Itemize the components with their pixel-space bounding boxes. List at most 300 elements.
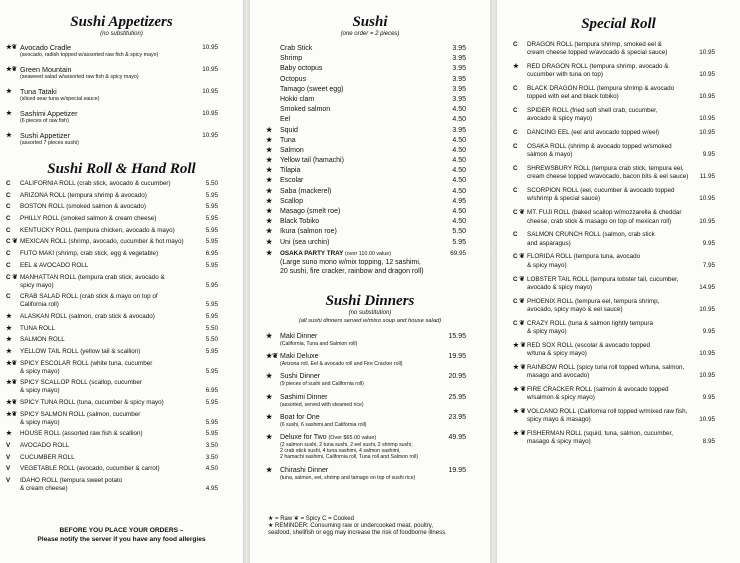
sushi-price: 4.50 [452, 136, 466, 144]
appetizer-price: 10.95 [202, 132, 218, 139]
special-item [513, 298, 715, 314]
dinner-item [266, 433, 466, 461]
dinner-name [280, 433, 376, 443]
special-item [513, 107, 715, 123]
special-row [513, 209, 715, 217]
roll-item [6, 442, 218, 450]
dinner-price: 25.95 [448, 393, 466, 401]
dinner-price: 19.95 [448, 353, 466, 361]
item-marker-icon: C [6, 180, 11, 187]
roll-item [6, 454, 218, 462]
roll-item [6, 465, 218, 473]
item-marker-icon: ★ [6, 430, 12, 438]
allergy-notice [0, 527, 243, 544]
roll-row [6, 180, 218, 188]
special-row [513, 284, 715, 292]
roll-row [6, 313, 218, 321]
roll-item [6, 274, 218, 290]
roll-item [6, 379, 218, 395]
item-marker-icon: ★ [266, 157, 273, 165]
appetizer-row [6, 44, 218, 52]
appetizer-row [6, 66, 218, 74]
sushi-name: Eel [280, 116, 291, 124]
special-text: MT. FUJI ROLL (baked scallop w/mozzarella & cheddar [527, 209, 682, 217]
roll-name: MANHATTAN ROLL (tempura crab stick, avocado & [20, 273, 165, 281]
roll-price: 5.95 [205, 281, 218, 289]
special-price: 11.95 [699, 173, 715, 181]
special-price: 7.95 [702, 261, 715, 269]
dinners-title: Sushi Dinners [325, 293, 415, 309]
special-item [513, 408, 715, 424]
appetizer-desc: (seaweed salad w/assorted raw fish & spicy mayo) [20, 74, 139, 80]
appetizer-price: 10.95 [202, 66, 218, 73]
dinner-item [266, 372, 466, 387]
special-item [513, 253, 715, 269]
roll-row [6, 215, 218, 223]
roll-item [6, 250, 218, 258]
sushi-name: Ikura (salmon roe) [280, 228, 337, 236]
legend: ★ = Raw ❦ = Spicy C = Cooked [268, 516, 354, 522]
sushi-price: 5.50 [452, 228, 466, 236]
special-price: 14.95 [699, 283, 715, 291]
sushi-item [266, 95, 466, 105]
party-tray-desc-2: 20 sushi, fire cracker, rainbow and dragon roll) [280, 268, 424, 275]
sushi-name: Smoked salmon [280, 106, 331, 114]
roll-name: PHILLY ROLL (smoked salmon & cream cheese) [20, 215, 157, 223]
sushi-item [266, 146, 466, 156]
special-item [513, 320, 715, 336]
special-price: 10.95 [699, 195, 715, 203]
sushi-name: Tilapia [280, 167, 301, 175]
special-text: & spicy mayo) [527, 327, 567, 335]
special-item [513, 430, 715, 446]
special-item [513, 231, 715, 247]
roll-row [6, 192, 218, 200]
special-row [513, 276, 715, 284]
roll-item [6, 262, 218, 270]
roll-price: 5.50 [205, 336, 218, 344]
item-marker-icon: ★ [6, 110, 12, 117]
item-marker-icon: ★ [266, 434, 273, 442]
special-text: RED SOX ROLL (escolar & avocado topped [527, 341, 650, 349]
special-row [513, 320, 715, 328]
roll-item [6, 360, 218, 376]
sushi-name: Tuna [280, 136, 296, 144]
special-price: 10.95 [699, 416, 715, 424]
item-marker-icon: C ❦ [513, 253, 525, 261]
roll-item [6, 203, 218, 211]
appetizer-desc: (sliced sear tuna w/special sauce) [20, 96, 100, 102]
item-marker-icon: ★ ❦ [513, 341, 526, 349]
sushi-name: Octopus [280, 75, 307, 83]
item-marker-icon: ★ [266, 413, 273, 421]
item-marker-icon: ★ [266, 238, 273, 246]
item-marker-icon: ★ [266, 136, 273, 144]
roll-row-cont [6, 301, 218, 309]
special-text: avocado & spicy mayo) [527, 115, 593, 123]
roll-row-cont [6, 485, 218, 493]
roll-name: SPICY SALMON ROLL (salmon, cucumber [20, 410, 141, 418]
item-marker-icon: ★ [6, 88, 12, 95]
dinner-desc: (2 salmon sushi, 2 tuna sushi, 2 eel sushi, 2 shrimp sushi, [280, 442, 413, 449]
special-item [513, 41, 715, 57]
special-text: & spicy mayo) [527, 261, 567, 269]
special-row [513, 240, 715, 248]
roll-item [6, 325, 218, 333]
item-marker-icon: V [6, 442, 11, 450]
item-marker-icon: ★ [266, 373, 273, 381]
party-tray-name: OSAKA PARTY TRAY [280, 250, 344, 257]
roll-price: 3.50 [205, 442, 218, 450]
item-marker-icon: V [6, 465, 11, 473]
sushi-item [266, 85, 466, 95]
sushi-item [266, 75, 466, 85]
special-text: and asparagus) [527, 239, 571, 247]
roll-desc-cont: & spicy mayo) [20, 418, 60, 426]
dinner-row [266, 332, 466, 341]
sushi-price: 3.95 [452, 75, 466, 83]
dinner-name [280, 332, 317, 341]
roll-desc-cont: & spicy mayo) [20, 387, 60, 395]
roll-price: 5.95 [205, 301, 218, 309]
sushi-price: 4.50 [452, 106, 466, 114]
special-row [513, 195, 715, 203]
special-text: avocado, spicy mayo & eel sauce) [527, 305, 623, 313]
item-marker-icon: ★ [266, 126, 273, 134]
roll-name: ARIZONA ROLL (tempura shrimp & avocado) [20, 191, 147, 199]
roll-price: 5.95 [205, 347, 218, 355]
dinner-name-text: Boat for One [280, 413, 320, 421]
appetizer-price: 10.95 [202, 110, 218, 117]
roll-row [6, 293, 218, 301]
roll-item [6, 477, 218, 493]
dinner-name-text: Maki Deluxe [280, 353, 319, 361]
dinner-item [266, 352, 466, 367]
roll-name: ALASKAN ROLL (salmon, crab stick & avocado) [20, 312, 155, 320]
rolls-title: Sushi Roll & Hand Roll [47, 161, 196, 177]
dinners-list [266, 332, 466, 486]
roll-item [6, 399, 218, 407]
party-tray-note: (over 110.00 value) [344, 251, 392, 257]
sushi-price: 4.50 [452, 146, 466, 154]
dinner-row [266, 372, 466, 381]
roll-name: YELLOW TAIL ROLL (yellow tail & scallion) [20, 347, 141, 355]
sushi-name: Shrimp [280, 55, 303, 63]
sushi-item [266, 54, 466, 64]
sushi-name: Escolar [280, 177, 304, 185]
sushi-item [266, 105, 466, 115]
item-marker-icon: ★ [266, 177, 273, 185]
special-text: w/shrimp & special sauce) [527, 195, 601, 203]
special-item [513, 342, 715, 358]
dinner-name [280, 413, 320, 422]
dinner-item [266, 413, 466, 428]
roll-row-cont [6, 387, 218, 395]
special-price: 8.95 [702, 438, 715, 446]
sushi-item [266, 126, 466, 136]
special-text: LOBSTER TAIL ROLL (tempura lobster tail, cucumber, [527, 275, 679, 283]
special-row [513, 262, 715, 270]
special-text: masago & spicy mayo) [527, 438, 591, 446]
roll-row [6, 262, 218, 270]
sushi-item [266, 115, 466, 125]
roll-price: 5.95 [205, 261, 218, 269]
roll-name: IDAHO ROLL (tempura sweet potato [20, 477, 123, 485]
special-text: avocado & spicy mayo) [527, 283, 593, 291]
sushi-name: Saba (mackerel) [280, 187, 332, 195]
sushi-name: Scallop [280, 197, 303, 205]
item-marker-icon: C ❦ [513, 275, 525, 283]
special-price: 9.95 [702, 151, 715, 159]
item-marker-icon: C [6, 293, 11, 301]
item-marker-icon: ★❦ [266, 353, 279, 361]
sushi-item [266, 166, 466, 176]
special-text: DRAGON ROLL (tempura shrimp, smoked eel & [527, 41, 662, 48]
roll-name: KENTUCKY ROLL (tempura chicken, avocado & mayo) [20, 226, 175, 234]
sushi-title: Sushi [352, 14, 388, 30]
roll-price: 4.95 [205, 485, 218, 493]
appetizer-name: Sushi Appetizer [20, 131, 70, 140]
special-price: 10.95 [699, 129, 715, 137]
item-marker-icon: ★ [6, 312, 12, 320]
special-text: cheese, crab stick & masago on top of mexican roll) [527, 217, 672, 225]
dinner-name-text: Maki Dinner [280, 333, 318, 340]
fold-divider [490, 0, 497, 563]
item-marker-icon: ★ [6, 347, 12, 355]
item-marker-icon: ★ [266, 187, 273, 195]
roll-desc-cont: California roll) [20, 301, 59, 309]
dinner-price: 23.95 [448, 413, 466, 421]
roll-name: SPICY ESCOLAR ROLL (white tuna, cucumber [20, 359, 153, 367]
special-item [513, 187, 715, 203]
special-price: 10.95 [699, 371, 715, 379]
special-text: SCORPION ROLL (eel, cucumber & avocado topped [527, 187, 675, 195]
sushi-name: Yellow tail (hamachi) [280, 157, 344, 165]
special-price: 10.95 [699, 71, 715, 79]
special-row [513, 328, 715, 336]
dinner-name [280, 466, 328, 475]
sushi-name: Hokki clam [280, 95, 315, 103]
sushi-price: 3.95 [452, 45, 466, 52]
roll-name: SPICY TUNA ROLL (tuna, cucumber & spicy mayo) [20, 399, 164, 406]
appetizer-price: 10.95 [202, 44, 218, 51]
roll-name: AVOCADO ROLL [20, 442, 70, 450]
item-marker-icon: ★ ❦ [513, 407, 526, 415]
special-price: 9.95 [702, 239, 715, 247]
item-marker-icon: V [6, 453, 11, 461]
sushi-item [266, 136, 466, 146]
raw-star-icon: ★ [266, 250, 273, 257]
sushi-note: (one order = 2 pieces) [340, 31, 400, 37]
sushi-name: Tamago (sweet egg) [280, 85, 344, 93]
special-price: 10.95 [699, 115, 715, 123]
item-marker-icon: C [6, 215, 11, 223]
dinners-note: (no substitution) [348, 310, 392, 316]
roll-row [6, 411, 218, 419]
appetizer-desc: (assorted 7 pieces sushi) [20, 140, 79, 146]
special-price: 10.95 [699, 305, 715, 313]
sushi-name: Black Tobiko [280, 218, 320, 226]
roll-name: CRAB SALAD ROLL (crab stick & mayo on top of [20, 293, 158, 301]
special-text: FISHERMAN ROLL (squid, tuna, salmon, cucumber, [527, 429, 674, 437]
item-marker-icon: C [6, 250, 11, 258]
sushi-price: 4.50 [452, 187, 466, 195]
menu-panel-left [0, 0, 243, 563]
special-row [513, 350, 715, 358]
special-text: SHREWSBURY ROLL (tempura crab stick, tempura eel, [527, 165, 684, 173]
roll-price: 5.95 [205, 215, 218, 223]
special-text: w/tuna & spicy mayo) [527, 349, 587, 357]
item-marker-icon: C [513, 165, 518, 173]
dinner-name-text: Deluxe for Two [280, 434, 327, 442]
item-marker-icon: ★❦ [6, 66, 17, 73]
special-item [513, 165, 715, 181]
item-marker-icon: C ❦ [513, 319, 525, 327]
roll-name: HOUSE ROLL (assorted raw fish & scallion) [20, 430, 143, 438]
appetizers-note: (no substitution) [100, 31, 143, 37]
roll-item [6, 430, 218, 438]
party-tray [266, 250, 466, 276]
sushi-price: 4.50 [452, 157, 466, 165]
special-row [513, 430, 715, 438]
roll-row-cont [6, 419, 218, 427]
roll-name: SALMON ROLL [20, 336, 65, 344]
item-marker-icon: ★❦ [6, 379, 17, 387]
special-row [513, 342, 715, 350]
item-marker-icon: C [6, 226, 11, 234]
item-marker-icon: C ❦ [6, 273, 18, 281]
sushi-item [266, 64, 466, 74]
appetizer-name: Tuna Tataki [20, 87, 57, 96]
sushi-item [266, 156, 466, 166]
appetizer-item [6, 88, 218, 110]
sushi-price: 3.95 [452, 55, 466, 63]
special-item [513, 386, 715, 402]
item-marker-icon: ★❦ [6, 399, 17, 406]
special-row [513, 298, 715, 306]
dinner-row [266, 352, 466, 361]
dinner-name [280, 372, 320, 381]
appetizer-desc: (6 pieces of raw fish) [20, 118, 69, 124]
sushi-name: Salmon [280, 146, 304, 154]
appetizer-row [6, 132, 218, 140]
roll-row [6, 442, 218, 450]
special-row [513, 218, 715, 226]
dinner-name-text: Sashimi Dinner [280, 393, 328, 401]
special-text: SALMON CRUNCH ROLL (salmon, crab stick [527, 231, 655, 239]
special-row [513, 187, 715, 195]
roll-name: MEXICAN ROLL (shrimp, avocado, cucumber & hot mayo) [20, 238, 184, 246]
roll-item [6, 313, 218, 321]
allergy-notice-line2: Please notify the server if you have any food allergies [37, 535, 206, 543]
item-marker-icon: C [513, 231, 518, 239]
item-marker-icon: C [513, 107, 518, 115]
item-marker-icon: ★ [266, 333, 273, 340]
roll-row [6, 379, 218, 387]
dinner-price: 49.95 [448, 434, 466, 442]
roll-price: 5.95 [205, 367, 218, 375]
item-marker-icon: C [513, 143, 518, 151]
dinner-desc: (assorted, served with steamed rice) [280, 401, 364, 408]
legend-block [268, 516, 483, 538]
special-title: Special Roll [581, 16, 656, 32]
roll-name: VEGETABLE ROLL (avocado, cucumber & carrot) [20, 465, 160, 473]
roll-item [6, 293, 218, 309]
dinner-desc: (Arizona roll, Eel & avocado roll and Fire Cracker roll) [280, 361, 403, 368]
rolls-list [6, 180, 218, 497]
special-price: 9.95 [702, 327, 715, 335]
item-marker-icon: ★❦ [6, 410, 17, 418]
sushi-item [266, 44, 466, 54]
item-marker-icon: ★ [6, 324, 12, 332]
special-text: DANCING EEL (eel and avocado topped w/eel) [527, 129, 660, 137]
item-marker-icon: C ❦ [513, 209, 525, 217]
menu-panel-middle [250, 0, 490, 563]
roll-item [6, 411, 218, 427]
roll-row [6, 465, 218, 473]
dinner-desc: (California, Tuna and Salmon roll) [280, 341, 358, 347]
special-row [513, 364, 715, 372]
item-marker-icon: ★ ❦ [513, 429, 526, 437]
dinner-row [266, 393, 466, 402]
special-text: w/salmon & spicy mayo) [527, 394, 595, 401]
roll-row [6, 250, 218, 258]
sushi-price: 5.95 [452, 238, 466, 246]
special-row [513, 107, 715, 115]
fold-divider [243, 0, 250, 563]
roll-row [6, 238, 218, 246]
roll-row-cont [6, 282, 218, 290]
sushi-name: Squid [280, 126, 298, 134]
special-row [513, 416, 715, 424]
special-text: cream cheese topped w/avocado & special sauce) [527, 49, 668, 57]
item-marker-icon: C [6, 191, 11, 199]
dinner-price: 20.95 [448, 373, 466, 381]
dinner-row [266, 466, 466, 475]
roll-name: SPICY SCALLOP ROLL (scallop, cucumber [20, 379, 143, 387]
special-row [513, 93, 715, 101]
special-row [513, 115, 715, 123]
dinner-note: (Over $65.00 value) [328, 435, 377, 442]
special-row [513, 41, 715, 49]
roll-price: 4.50 [205, 465, 218, 473]
roll-desc-cont: & cream cheese) [20, 485, 68, 493]
sushi-name: Baby octopus [280, 65, 323, 73]
special-row [513, 394, 715, 402]
special-text: cream cheese topped w/avocado, bacon bits & eel sauce) [527, 173, 689, 181]
special-text: SPIDER ROLL (fried soft shell crab, cucumber, [527, 107, 658, 115]
special-row [513, 49, 715, 57]
roll-desc-cont: spicy mayo) [20, 281, 54, 289]
roll-price: 5.50 [205, 180, 218, 187]
roll-price: 5.95 [205, 203, 218, 211]
special-text: topped with eel and black tobiko) [527, 93, 619, 101]
special-text: CRAZY ROLL (tuna & salmon lightly tempura [527, 319, 653, 327]
item-marker-icon: V [6, 477, 11, 485]
roll-name: FUTO MAKI (shrimp, crab stick, egg & vegetable) [20, 250, 159, 258]
appetizer-item [6, 66, 218, 88]
special-row [513, 306, 715, 314]
roll-price: 5.95 [205, 312, 218, 320]
special-text: BLACK DRAGON ROLL (tempura shrimp & avocado [527, 85, 675, 93]
sushi-name: Crab Stick [280, 45, 313, 52]
item-marker-icon: ★ [6, 336, 12, 344]
roll-price: 3.50 [205, 453, 218, 461]
roll-price: 5.95 [205, 191, 218, 199]
special-price: 10.95 [699, 217, 715, 225]
dinner-name-text: Sushi Dinner [280, 373, 321, 381]
roll-row [6, 274, 218, 282]
